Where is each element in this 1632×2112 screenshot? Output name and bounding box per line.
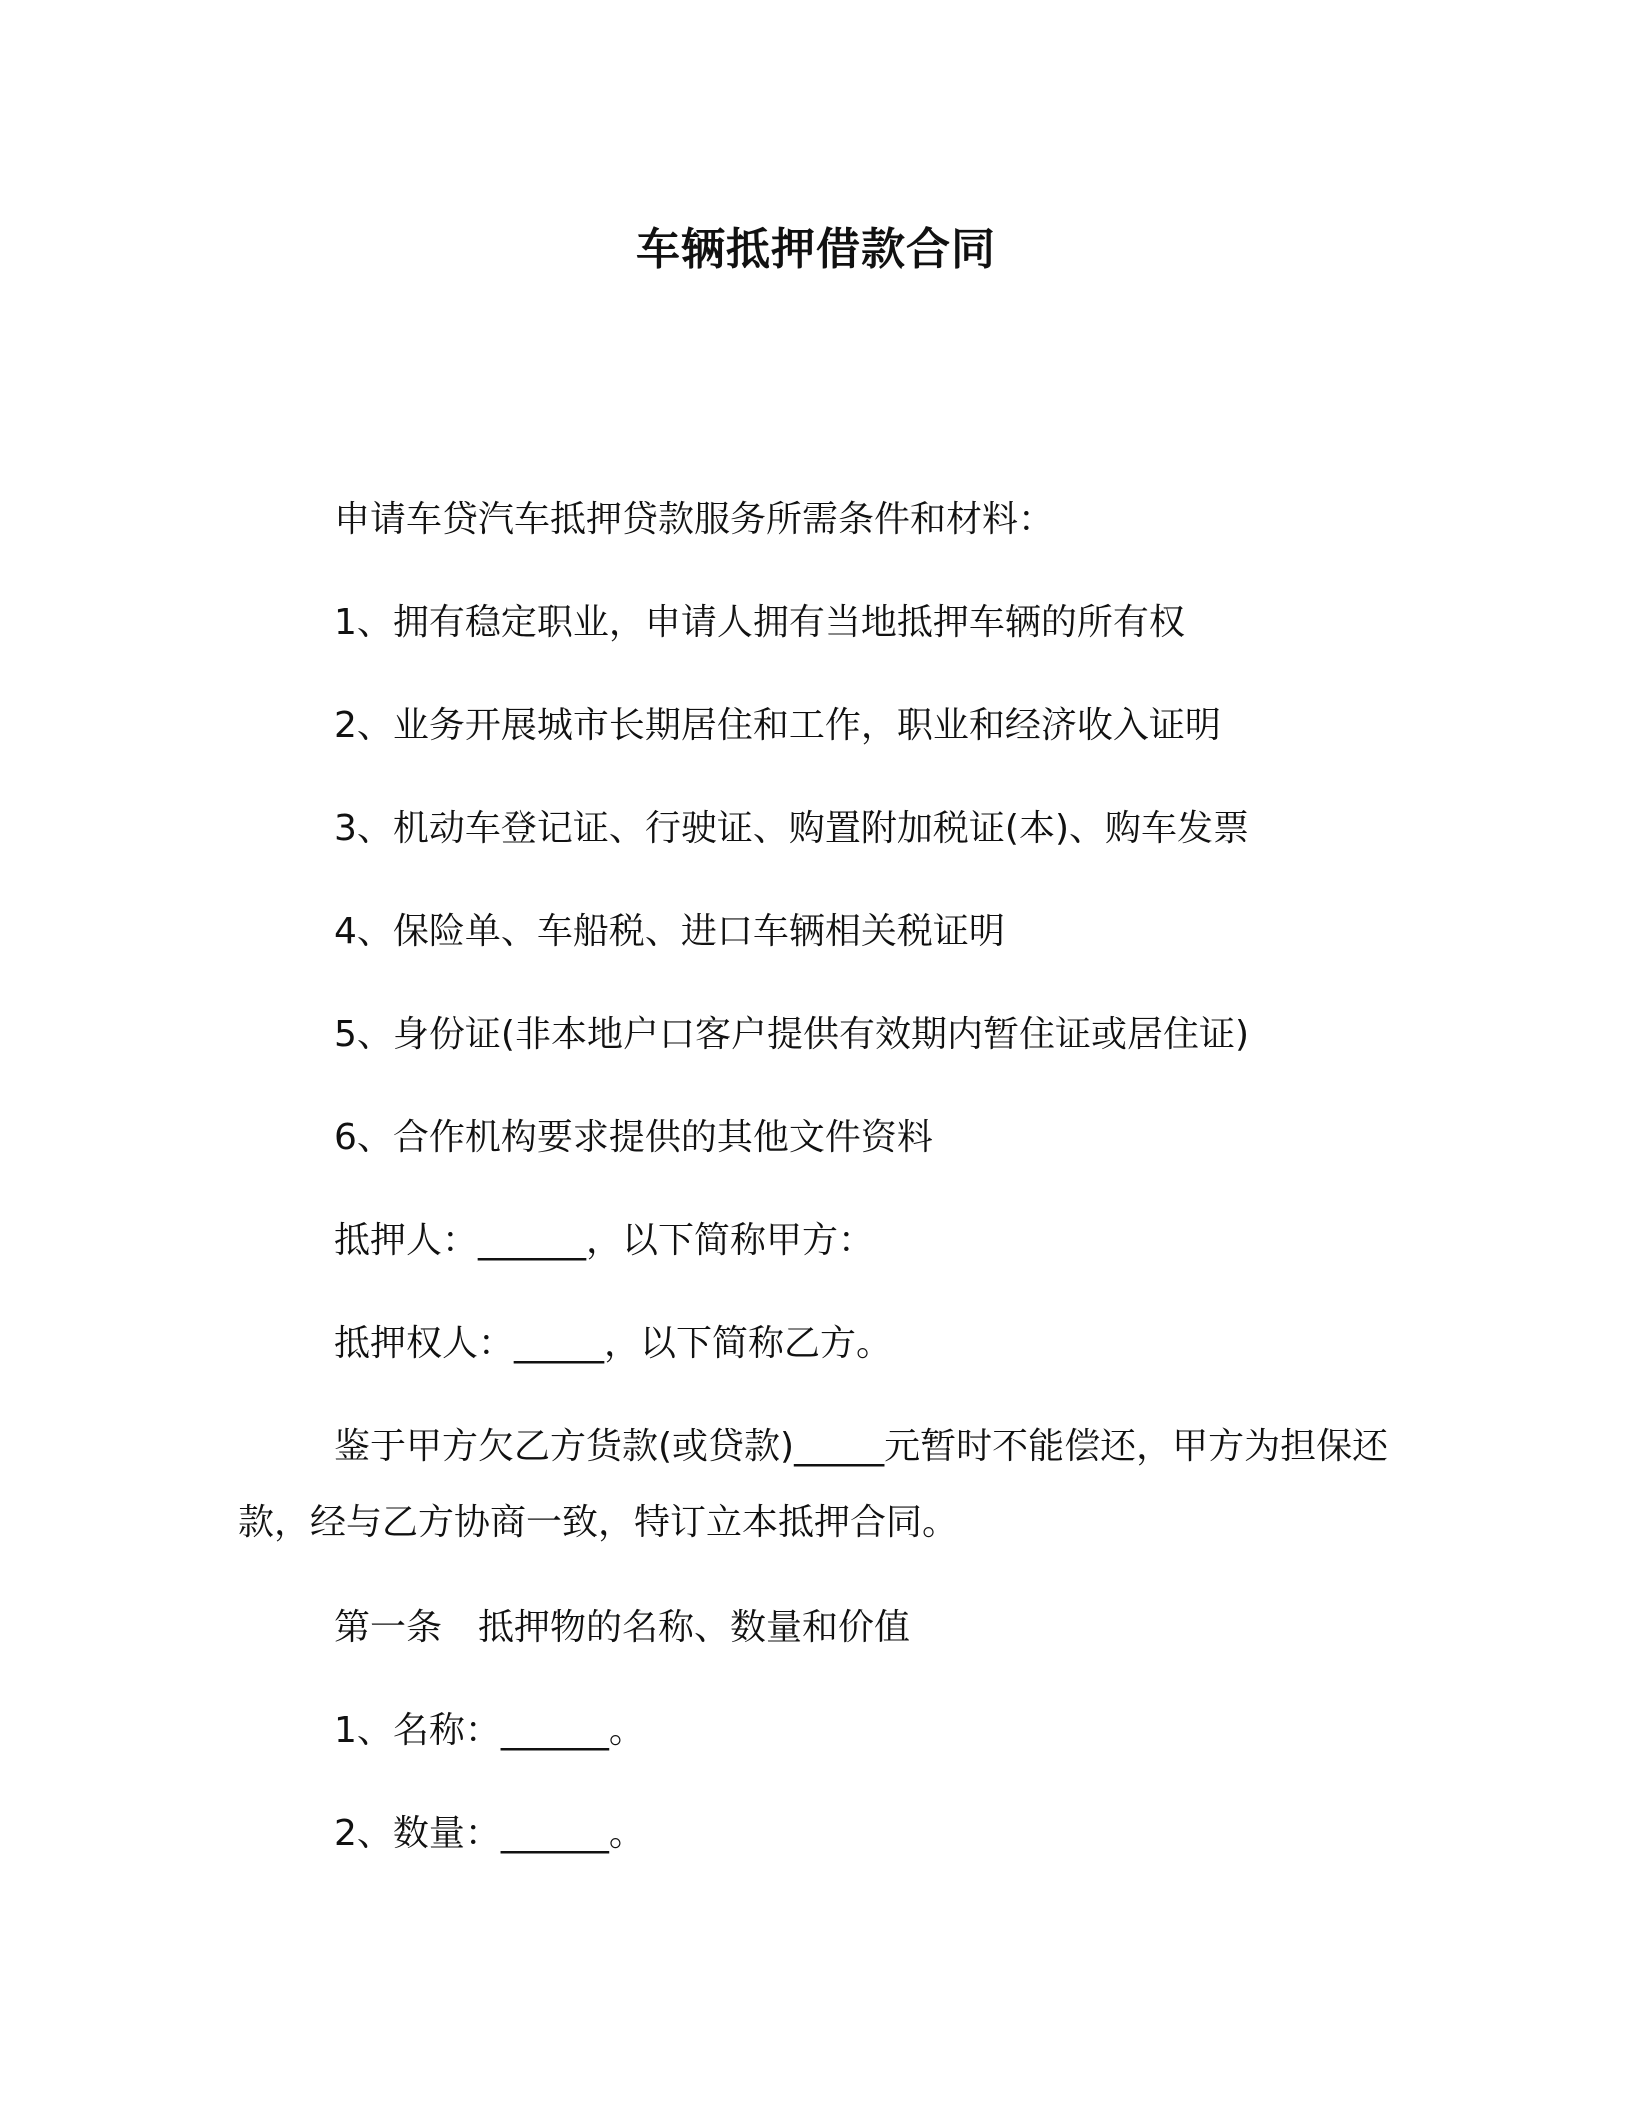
intro-line: 申请车贷汽车抵押贷款服务所需条件和材料：: [334, 499, 1055, 540]
requirement-item-4: 4、保险单、车船税、进口车辆相关税证明: [334, 911, 1005, 952]
article-1-item-quantity: 2、数量：______。: [334, 1813, 645, 1854]
whereas-paragraph: 鉴于甲方欠乙方货款(或贷款)_____元暂时不能偿还，甲方为担保还款，经与乙方协商一致，特订立本抵押合同。: [238, 1426, 1389, 1543]
document-title: 车辆抵押借款合同: [636, 224, 996, 275]
requirement-item-3: 3、机动车登记证、行驶证、购置附加税证(本)、购车发票: [334, 808, 1249, 849]
article-1-item-name: 1、名称：______。: [334, 1710, 645, 1751]
requirement-item-5: 5、身份证(非本地户口客户提供有效期内暂住证或居住证): [334, 1014, 1249, 1055]
mortgagee-line: 抵押权人：_____，以下简称乙方。: [334, 1323, 893, 1364]
requirement-item-6: 6、合作机构要求提供的其他文件资料: [334, 1117, 933, 1158]
article-1-heading: 第一条 抵押物的名称、数量和价值: [334, 1607, 911, 1648]
requirement-item-2: 2、业务开展城市长期居住和工作，职业和经济收入证明: [334, 705, 1221, 746]
requirement-item-1: 1、拥有稳定职业，申请人拥有当地抵押车辆的所有权: [334, 602, 1185, 643]
mortgagor-line: 抵押人：______，以下简称甲方：: [334, 1220, 875, 1261]
